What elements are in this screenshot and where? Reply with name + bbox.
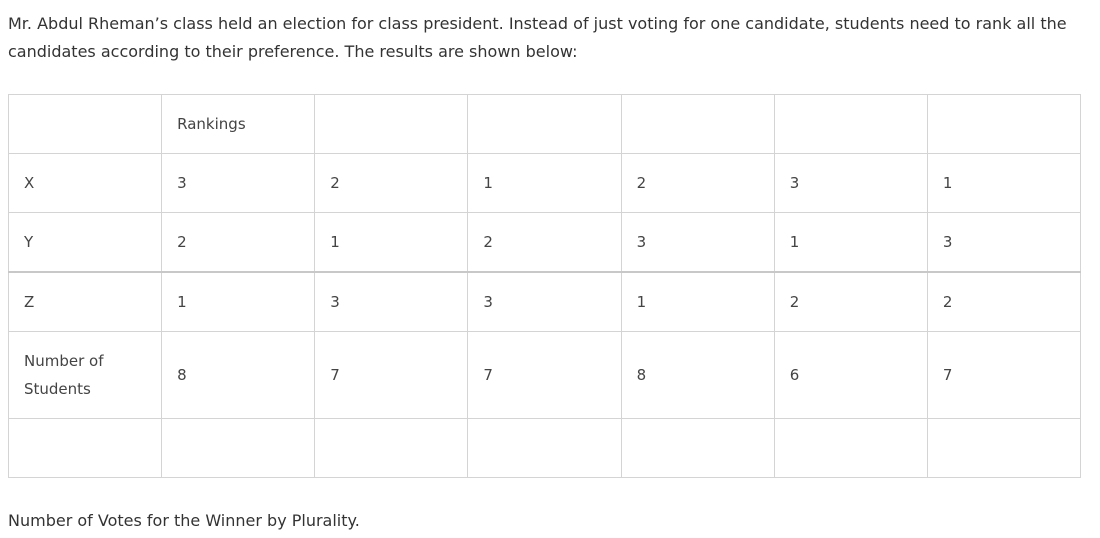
row-label-x: X	[9, 154, 162, 213]
table-cell: 6	[774, 332, 927, 419]
table-cell: 7	[468, 332, 621, 419]
table-cell	[315, 419, 468, 478]
table-cell	[774, 419, 927, 478]
table-cell: 2	[162, 213, 315, 273]
table-cell: 2	[774, 272, 927, 332]
rankings-table	[8, 94, 1081, 478]
table-cell: 7	[315, 332, 468, 419]
table-cell	[468, 419, 621, 478]
header-corner-cell	[9, 95, 162, 154]
table-cell: 1	[162, 272, 315, 332]
table-cell: 2	[927, 272, 1080, 332]
row-label-y: Y	[9, 213, 162, 273]
table-cell: 2	[468, 213, 621, 273]
question-prompt: Number of Votes for the Winner by Plurality.	[8, 511, 360, 530]
table-cell: 3	[927, 213, 1080, 273]
table-cell: 1	[774, 213, 927, 273]
table-cell: 2	[315, 154, 468, 213]
table-row	[9, 332, 1081, 419]
table-cell: 8	[162, 332, 315, 419]
header-cell	[774, 95, 927, 154]
table-cell: 1	[927, 154, 1080, 213]
table-row	[9, 154, 1081, 213]
table-cell: 8	[621, 332, 774, 419]
row-label-number-of-students: Number of Students	[9, 332, 162, 419]
table-row-empty	[9, 419, 1081, 478]
table-cell: 2	[621, 154, 774, 213]
header-cell	[621, 95, 774, 154]
table-cell	[9, 419, 162, 478]
header-cell: Rankings	[162, 95, 315, 154]
table-cell: 3	[774, 154, 927, 213]
table-cell: 3	[162, 154, 315, 213]
table-cell: 1	[468, 154, 621, 213]
table-cell: 7	[927, 332, 1080, 419]
row-label-z: Z	[9, 272, 162, 332]
table-cell	[162, 419, 315, 478]
table-row	[9, 272, 1081, 332]
header-cell	[315, 95, 468, 154]
table-row	[9, 213, 1081, 273]
table-cell: 3	[315, 272, 468, 332]
table-cell: 1	[621, 272, 774, 332]
table-cell	[927, 419, 1080, 478]
table-cell: 1	[315, 213, 468, 273]
problem-statement: Mr. Abdul Rheman’s class held an election for class president. Instead of just voting for one candidate, students need to rank all the candidates according to their preference. The results are shown below:	[8, 14, 1067, 61]
table-cell: 3	[621, 213, 774, 273]
table-header-row	[9, 95, 1081, 154]
header-cell	[927, 95, 1080, 154]
table-cell	[621, 419, 774, 478]
table-cell: 3	[468, 272, 621, 332]
header-cell	[468, 95, 621, 154]
